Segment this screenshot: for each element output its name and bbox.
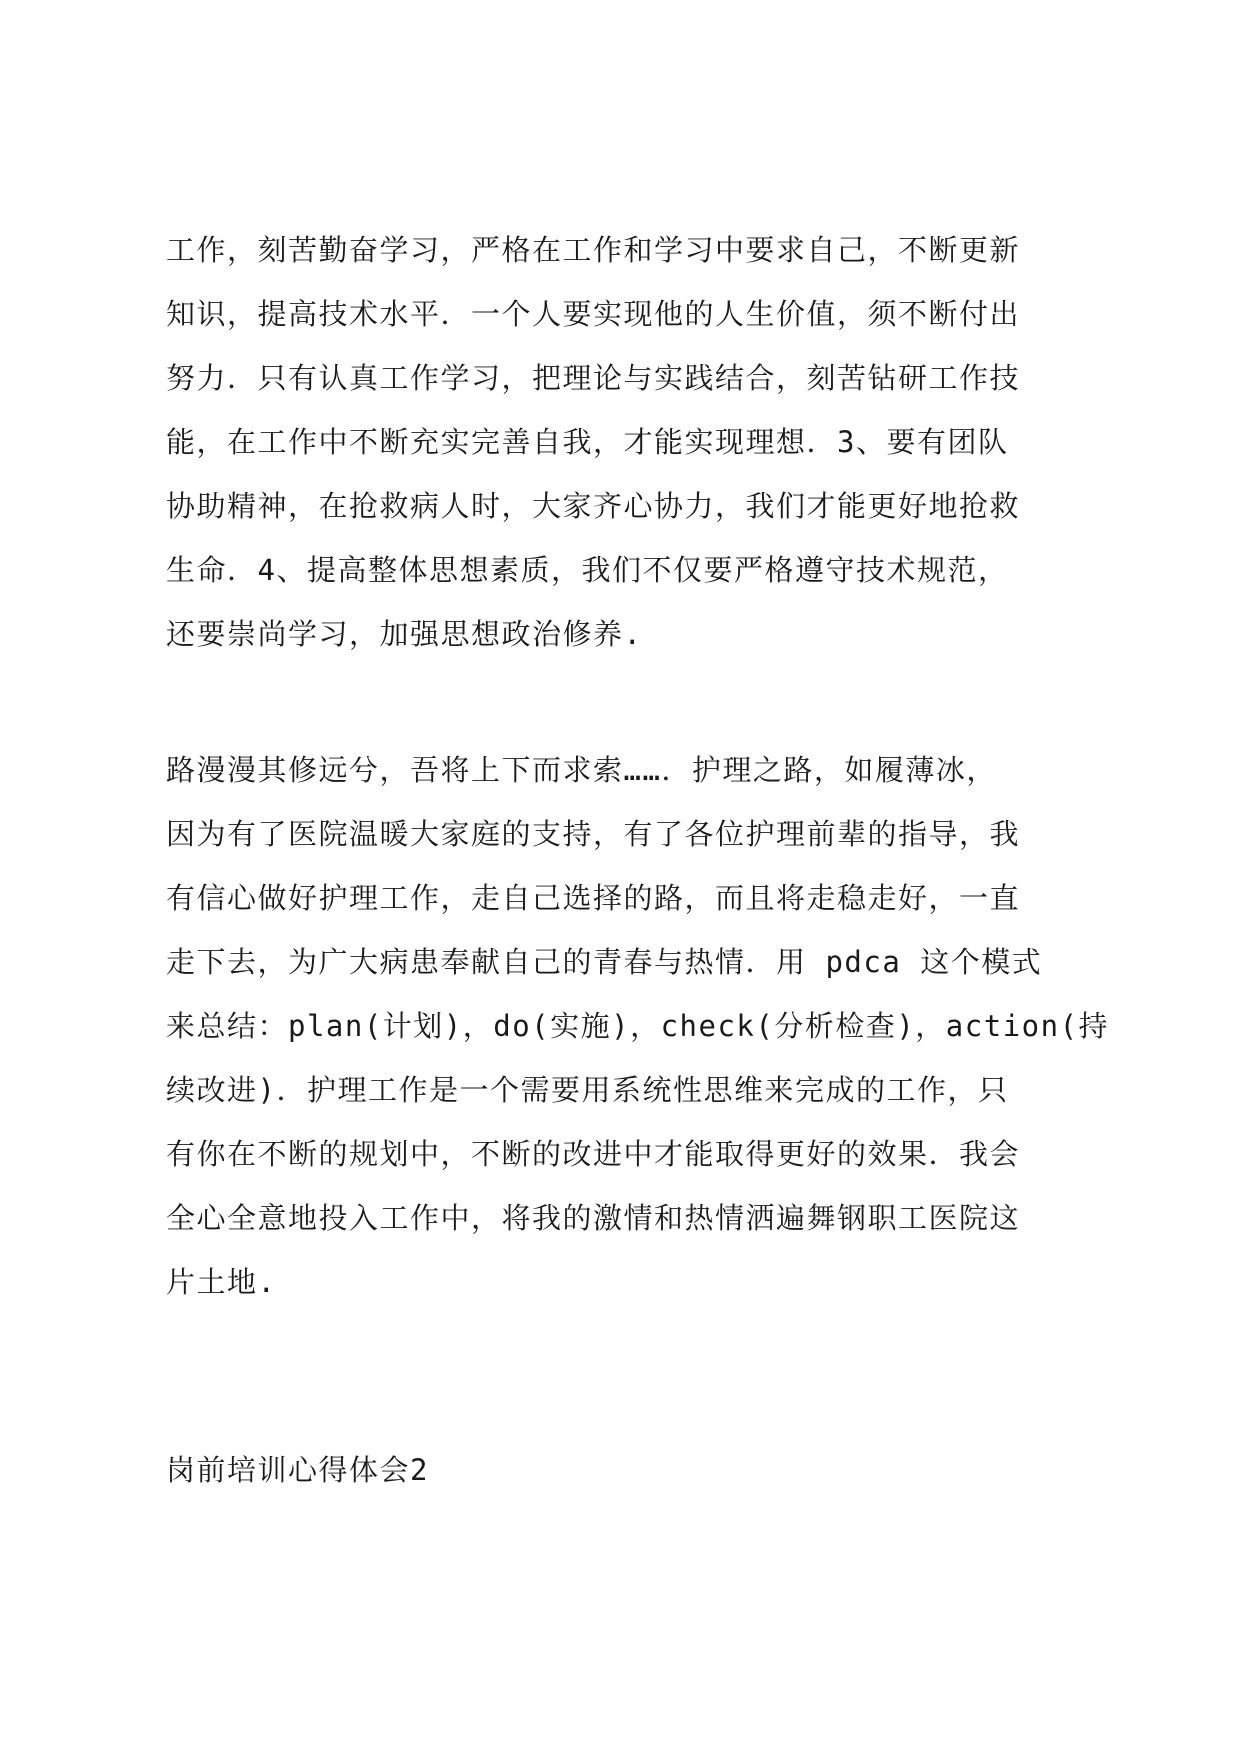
text-line: 片土地.: [166, 1265, 277, 1299]
text-line: 协助精神，在抢救病人时，大家齐心协力，我们才能更好地抢救: [166, 489, 1021, 523]
text-line: 因为有了医院温暖大家庭的支持，有了各位护理前辈的指导，我: [166, 817, 1021, 851]
paragraph-1: [166, 218, 1096, 666]
section-heading: [166, 1438, 1096, 1502]
section-heading-text: 岗前培训心得体会2: [166, 1453, 429, 1487]
text-line: 生命．4、提高整体思想素质，我们不仅要严格遵守技术规范，: [166, 553, 1009, 587]
text-line: 知识，提高技术水平．一个人要实现他的人生价值，须不断付出: [166, 297, 1021, 331]
text-line: 还要崇尚学习，加强思想政治修养.: [166, 617, 643, 651]
text-line: 来总结：plan(计划)，do(实施)，check(分析检查)，action(持: [166, 1009, 1110, 1043]
text-line: 有你在不断的规划中，不断的改进中才能取得更好的效果．我会: [166, 1137, 1021, 1171]
text-line: 走下去，为广大病患奉献自己的青春与热情．用 pdca 这个模式: [166, 945, 1043, 979]
text-line: 路漫漫其修远兮，吾将上下而求索……．护理之路，如履薄冰，: [166, 753, 997, 787]
paragraph-2: [166, 738, 1110, 1314]
text-line: 能，在工作中不断充实完善自我，才能实现理想．3、要有团队: [166, 425, 1009, 459]
text-line: 努力．只有认真工作学习，把理论与实践结合，刻苦钻研工作技: [166, 361, 1021, 395]
text-line: 全心全意地投入工作中，将我的激情和热情洒遍舞钢职工医院这: [166, 1201, 1021, 1235]
text-line: 有信心做好护理工作，走自己选择的路，而且将走稳走好，一直: [166, 881, 1021, 915]
text-line: 工作，刻苦勤奋学习，严格在工作和学习中要求自己，不断更新: [166, 233, 1021, 267]
text-line: 续改进)．护理工作是一个需要用系统性思维来完成的工作，只: [166, 1073, 1009, 1107]
